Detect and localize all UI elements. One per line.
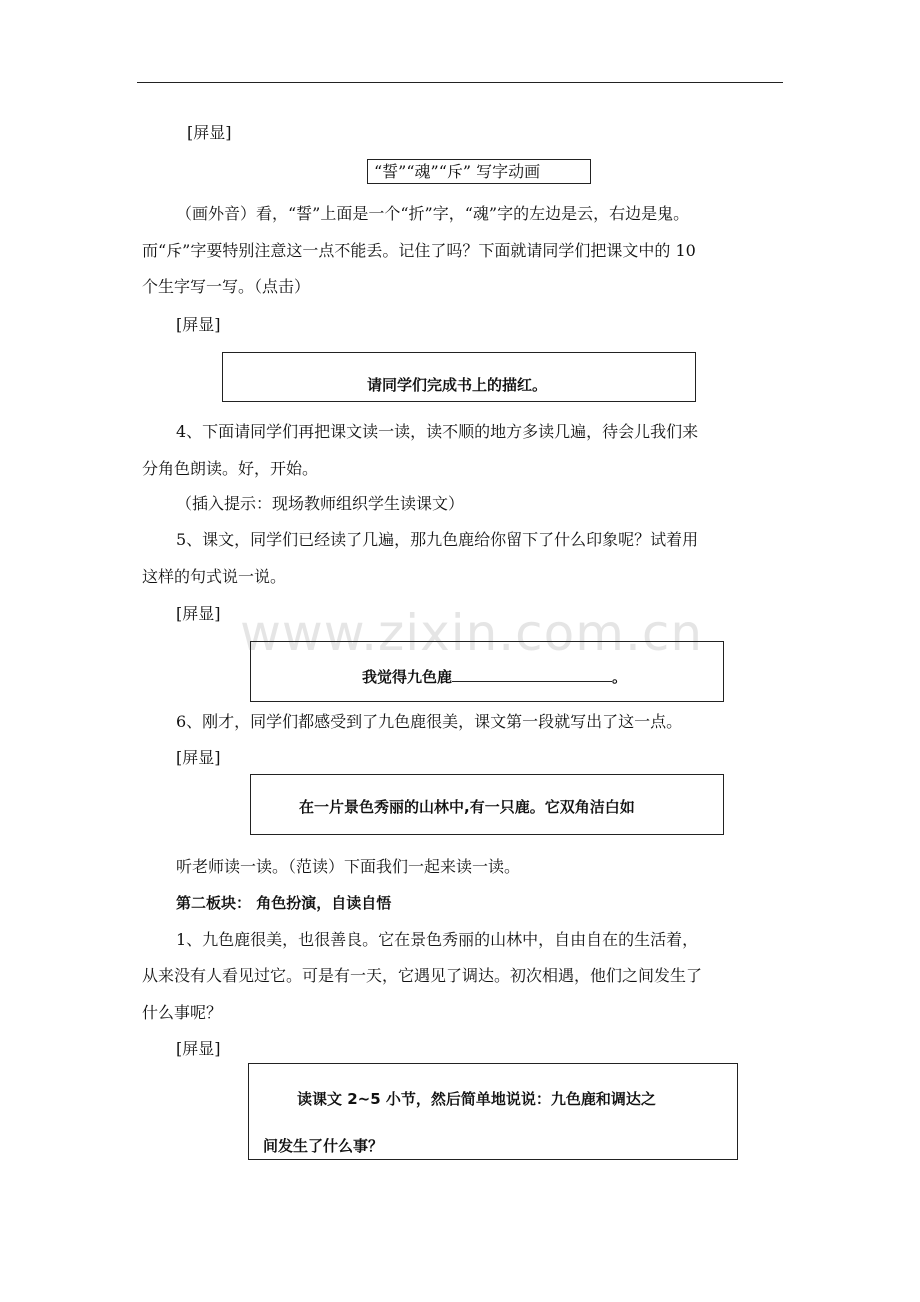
hint-line: （插入提示：现场教师组织学生读课文） — [176, 494, 465, 513]
reading-task-line: 读课文 2~5 小节，然后简单地说说：九色鹿和调达之 — [297, 1090, 656, 1108]
sentence-pattern-start: 我觉得九色鹿 — [362, 668, 453, 686]
watermark: www.zixin.com.cn — [240, 604, 704, 662]
writing-animation-text: “誓”“魂”“斥” 写字动画 — [374, 162, 541, 181]
screen-label: [屏显] — [176, 315, 221, 334]
paragraph-line: 6、刚才，同学们都感受到了九色鹿很美，课文第一段就写出了这一点。 — [176, 712, 683, 731]
paragraph-line: 什么事呢？ — [142, 1003, 223, 1022]
reading-task-line: 间发生了什么事？ — [263, 1137, 384, 1155]
reading-task-box — [248, 1063, 738, 1160]
paragraph-line: （画外音）看，“誓”上面是一个“折”字，“魂”字的左边是云，右边是鬼。 — [176, 204, 690, 223]
header-rule — [137, 82, 783, 83]
paragraph-line: 个生字写一写。（点击） — [142, 277, 311, 296]
paragraph-line: 而“斥”字要特别注意这一点不能丢。记住了吗？下面就请同学们把课文中的 10 — [142, 241, 696, 260]
paragraph-line: 1、九色鹿很美，也很善良。它在景色秀丽的山林中，自由自在的生活着， — [176, 930, 699, 949]
paragraph-line: 从来没有人看见过它。可是有一天，它遇见了调达。初次相遇，他们之间发生了 — [142, 966, 703, 985]
sentence-pattern-text — [362, 666, 627, 687]
paragraph-line: 这样的句式说一说。 — [142, 567, 287, 586]
tracing-prompt-text: 请同学们完成书上的描红。 — [367, 376, 548, 394]
tracing-prompt-box — [222, 352, 696, 402]
sentence-pattern-box — [250, 641, 724, 702]
writing-animation-box — [367, 159, 591, 184]
paragraph-line: 分角色朗读。好，开始。 — [142, 459, 319, 478]
text-excerpt-text: 在一片景色秀丽的山林中,有一只鹿。它双角洁白如 — [299, 798, 635, 816]
screen-label: [屏显] — [187, 123, 232, 142]
screen-label: [屏显] — [176, 1039, 221, 1058]
screen-label: [屏显] — [176, 748, 221, 767]
paragraph-line: 听老师读一读。（范读）下面我们一起来读一读。 — [176, 857, 521, 876]
paragraph-line: 5、课文，同学们已经读了几遍，那九色鹿给你留下了什么印象呢？试着用 — [176, 530, 699, 549]
sentence-pattern-end: 。 — [612, 668, 628, 686]
screen-label: [屏显] — [176, 604, 221, 623]
text-excerpt-box — [250, 774, 724, 835]
fill-blank — [452, 667, 612, 682]
paragraph-line: 4、下面请同学们再把课文读一读，读不顺的地方多读几遍，待会儿我们来 — [176, 422, 699, 441]
section-heading: 第二板块： 角色扮演，自读自悟 — [176, 894, 392, 912]
